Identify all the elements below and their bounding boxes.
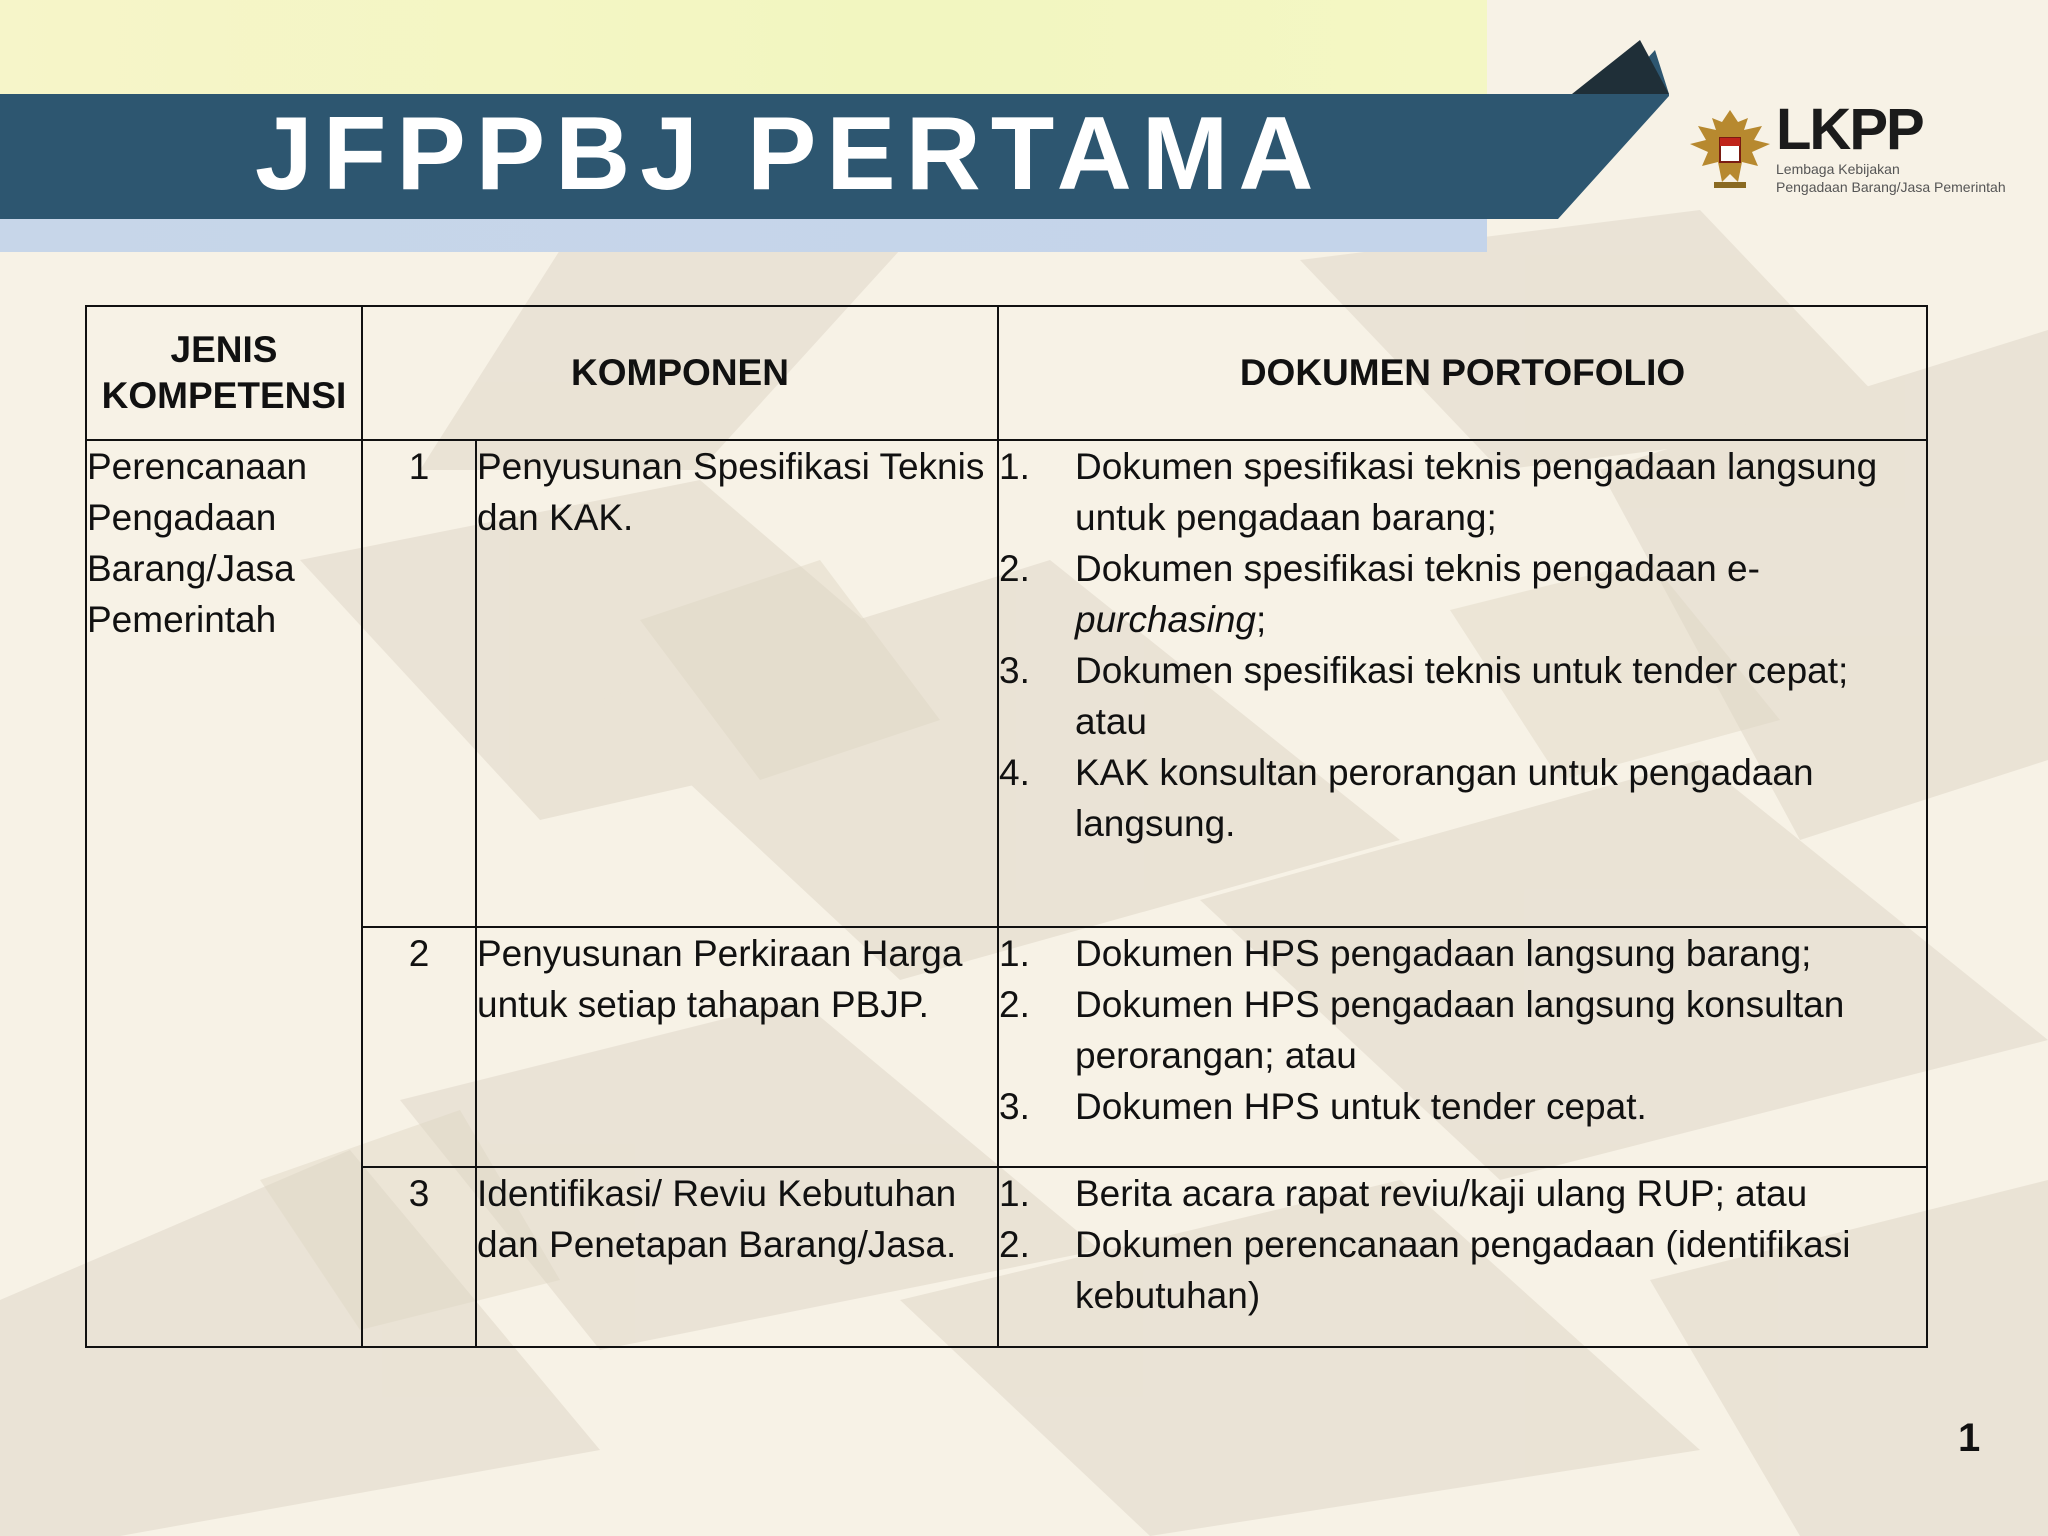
list-item (999, 1168, 1926, 1219)
table-row (86, 927, 1927, 1167)
row-number: 3 (362, 1167, 476, 1347)
table-row (86, 1167, 1927, 1347)
banner-bottom-stripe (0, 219, 1487, 252)
logo (1776, 97, 2006, 196)
page-number: 1 (1958, 1416, 1981, 1460)
dokumen-list (999, 1168, 1926, 1321)
list-item (999, 441, 1926, 543)
list-number: 3. (999, 650, 1030, 691)
header-dokumen-portofolio: DOKUMEN PORTOFOLIO (998, 306, 1927, 440)
list-number: 4. (999, 752, 1030, 793)
list-item (999, 928, 1926, 979)
komponen-cell: Identifikasi/ Reviu Kebutuhan dan Penetapan Barang/Jasa. (476, 1167, 998, 1347)
list-item (999, 1219, 1926, 1321)
list-number: 2. (999, 984, 1030, 1025)
competency-table (85, 305, 1928, 1348)
list-number: 1. (999, 933, 1030, 974)
list-number: 1. (999, 446, 1030, 487)
komponen-cell: Penyusunan Perkiraan Harga untuk setiap tahapan PBJP. (476, 927, 998, 1167)
list-text: Berita acara rapat reviu/kaji ulang RUP; atau (1075, 1173, 1808, 1214)
list-item (999, 747, 1926, 849)
list-text-italic: purchasing (1075, 599, 1257, 640)
list-text-part: ; (1256, 599, 1267, 640)
list-item (999, 645, 1926, 747)
slide-title: JFPPBJ PERTAMA (255, 96, 1324, 212)
logo-subtitle-line1: Lembaga Kebijakan (1776, 161, 1900, 177)
list-text: Dokumen HPS pengadaan langsung konsultan perorangan; atau (1075, 984, 1845, 1076)
banner-top-stripe (0, 0, 1487, 94)
table-row (86, 440, 1927, 927)
list-number: 2. (999, 548, 1030, 589)
dokumen-cell (998, 1167, 1927, 1347)
list-text: KAK konsultan perorangan untuk pengadaan langsung. (1075, 752, 1814, 844)
garuda-emblem-icon (1688, 104, 1772, 192)
header-komponen: KOMPONEN (362, 306, 998, 440)
jenis-kompetensi-cell: Perencanaan Pengadaan Barang/Jasa Pemerintah (86, 440, 362, 1347)
list-text: Dokumen HPS pengadaan langsung barang; (1075, 933, 1812, 974)
komponen-cell: Penyusunan Spesifikasi Teknis dan KAK. (476, 440, 998, 927)
dokumen-cell (998, 440, 1927, 927)
header-jenis-label: JENIS KOMPETENSI (101, 329, 347, 416)
row-number: 1 (362, 440, 476, 927)
list-item (999, 979, 1926, 1081)
list-text: Dokumen perencanaan pengadaan (identifikasi kebutuhan) (1075, 1224, 1851, 1316)
table-header-row (86, 306, 1927, 440)
dokumen-list (999, 928, 1926, 1132)
header-jenis-kompetensi (86, 306, 362, 440)
logo-name: LKPP (1776, 97, 1923, 162)
dokumen-list (999, 441, 1926, 849)
list-number: 3. (999, 1086, 1030, 1127)
list-item (999, 1081, 1926, 1132)
list-number: 1. (999, 1173, 1030, 1214)
list-number: 2. (999, 1224, 1030, 1265)
dokumen-cell (998, 927, 1927, 1167)
list-text: Dokumen spesifikasi teknis untuk tender cepat; atau (1075, 650, 1849, 742)
logo-subtitle-line2: Pengadaan Barang/Jasa Pemerintah (1776, 179, 2006, 195)
title-bar-arrow (1555, 40, 1675, 220)
list-text (1075, 543, 1926, 645)
list-item (999, 543, 1926, 645)
list-text-part: Dokumen spesifikasi teknis pengadaan e- (1075, 548, 1760, 589)
row-number: 2 (362, 927, 476, 1167)
list-text: Dokumen spesifikasi teknis pengadaan langsung untuk pengadaan barang; (1075, 446, 1878, 538)
list-text: Dokumen HPS untuk tender cepat. (1075, 1086, 1647, 1127)
